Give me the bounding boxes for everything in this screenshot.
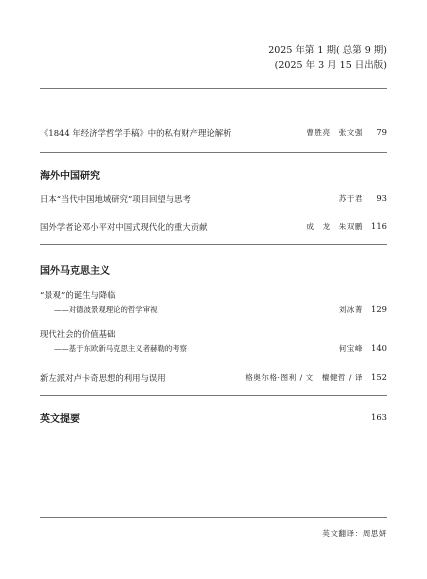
translator-credit: 英文翻译：周思妍: [322, 529, 387, 538]
entry-title[interactable]: 日本“当代中国地域研究”项目回望与思考: [40, 194, 191, 204]
section-heading-foreign-marxism: 国外马克思主义: [40, 266, 110, 277]
entry-author: 曹胜亮 张文强: [306, 128, 363, 137]
entry-page: 129: [371, 304, 387, 314]
rule-bottom: [40, 517, 387, 518]
entry-subtitle: ——对德波景观理论的哲学审视: [54, 305, 158, 314]
entry-title[interactable]: “景观”的诞生与降临: [40, 290, 116, 300]
rule: [40, 395, 387, 396]
issue-number: 2025 年第 1 期( 总第 9 期): [268, 45, 387, 56]
entry-title[interactable]: 《1844 年经济学哲学手稿》中的私有财产理论解析: [40, 128, 232, 138]
rule: [40, 152, 387, 153]
entry-page: 152: [371, 372, 387, 382]
entry-title[interactable]: 现代社会的价值基础: [40, 329, 116, 339]
rule-top: [40, 88, 387, 89]
section-heading-overseas-china: 海外中国研究: [40, 171, 100, 182]
rule: [40, 244, 387, 245]
publication-date: (2025 年 3 月 15 日出版): [274, 60, 387, 71]
entry-title[interactable]: 新左派对卢卡奇思想的利用与误用: [40, 373, 166, 383]
entry-author: 格奥尔格·图利 / 文 檀健哲 / 译: [245, 373, 363, 382]
entry-page: 116: [371, 221, 387, 231]
entry-title[interactable]: 国外学者论邓小平对中国式现代化的重大贡献: [40, 222, 208, 232]
entry-page: 163: [371, 412, 387, 422]
entry-author: 刘冰菁: [338, 305, 363, 314]
section-heading-english-abstracts[interactable]: 英文提要: [40, 414, 80, 425]
entry-author: 成 龙 朱双鹏: [306, 222, 363, 231]
entry-page: 140: [371, 343, 387, 353]
entry-author: 苏于君: [338, 194, 363, 203]
entry-author: 何宝峰: [338, 344, 363, 353]
entry-page: 79: [376, 127, 387, 137]
entry-page: 93: [376, 193, 387, 203]
entry-subtitle: ——基于东欧新马克思主义者赫勒的考察: [54, 344, 188, 353]
